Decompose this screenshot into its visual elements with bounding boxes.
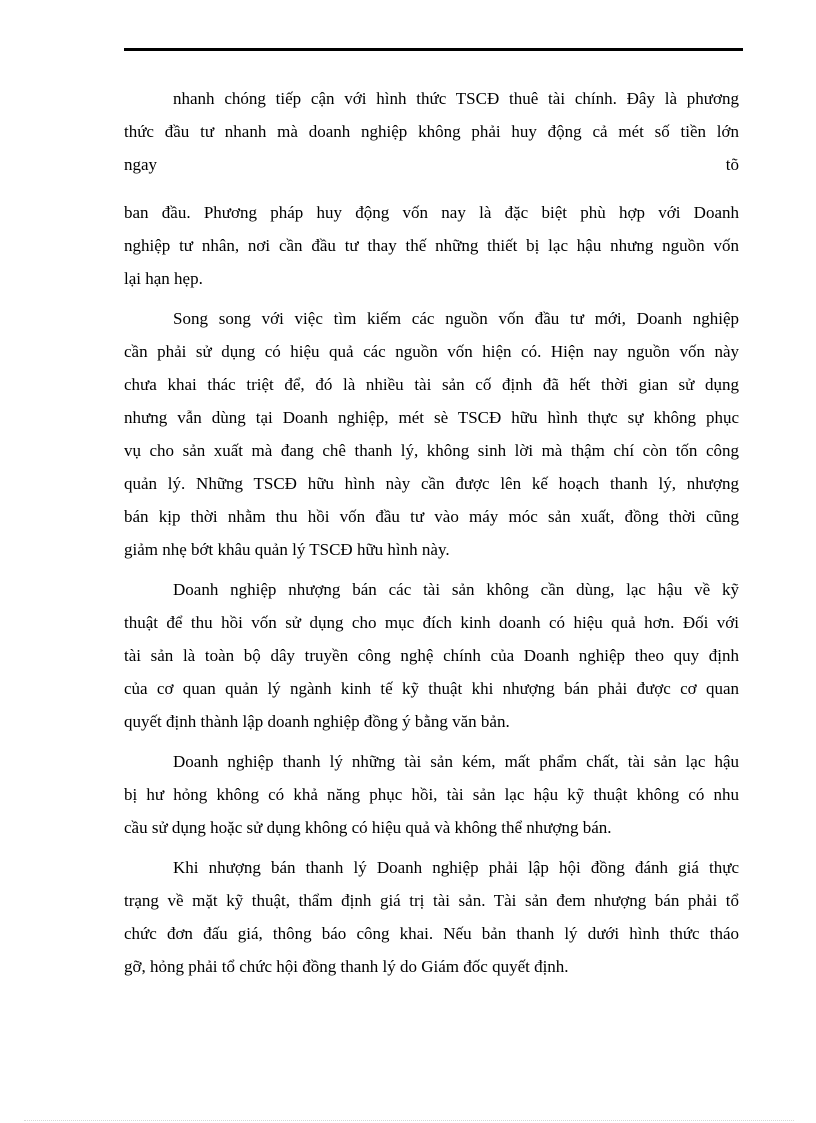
paragraph-line: nghiệp tư nhân, nơi cần đầu tư thay thế những thiết bị lạc hậu nhưng nguồn vốn — [124, 236, 739, 255]
paragraph-line: Song song với việc tìm kiếm các nguồn vốn đầu tư mới, Doanh nghiệp — [173, 309, 739, 328]
paragraph-gap — [124, 295, 739, 302]
paragraph-line: bán kịp thời nhằm thu hồi vốn đầu tư vào máy móc sản xuất, đồng thời cũng — [124, 507, 739, 526]
paragraph-line: cần phải sử dụng có hiệu quả các nguồn vốn hiện có. Hiện nay nguồn vốn này — [124, 342, 739, 361]
paragraph-line: chức đơn đấu giá, thông báo công khai. Nếu bản thanh lý dưới hình thức tháo — [124, 924, 739, 943]
split-line — [124, 148, 739, 181]
paragraph-line: gỡ, hỏng phải tổ chức hội đồng thanh lý do Giám đốc quyết định. — [124, 957, 569, 976]
paragraph-line: trạng về mặt kỹ thuật, thẩm định giá trị tài sản. Tài sản đem nhượng bán phải tổ — [124, 891, 739, 910]
document-body — [124, 82, 739, 983]
paragraph-line: lại hạn hẹp. — [124, 269, 203, 288]
paragraph-gap — [124, 566, 739, 573]
paragraph-line: quyết định thành lập doanh nghiệp đồng ý bằng văn bản. — [124, 712, 510, 731]
paragraph-line: giảm nhẹ bớt khâu quản lý TSCĐ hữu hình này. — [124, 540, 450, 559]
paragraph-gap — [124, 844, 739, 851]
paragraph-line: của cơ quan quản lý ngành kinh tế kỹ thuật khi nhượng bán phải được cơ quan — [124, 679, 739, 698]
paragraph-line: thuật để thu hồi vốn sử dụng cho mục đích kinh doanh có hiệu quả hơn. Đối với — [124, 613, 739, 632]
paragraph-line: vụ cho sản xuất mà đang chê thanh lý, không sinh lời mà thậm chí còn tốn công — [124, 441, 739, 460]
paragraph-2 — [124, 302, 739, 566]
paragraph-line: bị hư hỏng không có khả năng phục hồi, tài sản lạc hậu kỹ thuật không có nhu — [124, 785, 739, 804]
paragraph-line: cầu sử dụng hoặc sử dụng không có hiệu quả và không thể nhượng bán. — [124, 818, 612, 837]
paragraph-line: Khi nhượng bán thanh lý Doanh nghiệp phải lập hội đồng đánh giá thực — [173, 858, 739, 877]
paragraph-1 — [124, 82, 739, 295]
paragraph-3 — [124, 573, 739, 738]
footer-rule — [24, 1120, 794, 1121]
paragraph-line: quản lý. Những TSCĐ hữu hình này cần được lên kế hoạch thanh lý, nhượng — [124, 474, 739, 493]
paragraph-line: ban đầu. Phương pháp huy động vốn nay là đặc biệt phù hợp với Doanh — [124, 203, 739, 222]
paragraph-line: tài sản là toàn bộ dây truyền công nghệ chính của Doanh nghiệp theo quy định — [124, 646, 739, 665]
header-rule — [124, 48, 743, 51]
split-line-right: tõ — [725, 155, 739, 174]
paragraph-line: Doanh nghiệp thanh lý những tài sản kém, mất phẩm chất, tài sản lạc hậu — [173, 752, 739, 771]
paragraph-5 — [124, 851, 739, 983]
paragraph-line: Doanh nghiệp nhượng bán các tài sản không cần dùng, lạc hậu về kỹ — [173, 580, 739, 599]
paragraph-gap — [124, 738, 739, 745]
paragraph-line: chưa khai thác triệt để, đó là nhiều tài sản cố định đã hết thời gian sử dụng — [124, 375, 739, 394]
paragraph-line: thức đầu tư nhanh mà doanh nghiệp không phải huy động cả mét số tiền lớn — [124, 122, 739, 141]
paragraph-4 — [124, 745, 739, 844]
split-line-left: ngay — [124, 155, 158, 174]
paragraph-line: nhưng vẫn dùng tại Doanh nghiệp, mét sè TSCĐ hữu hình thực sự không phục — [124, 408, 739, 427]
paragraph-line: nhanh chóng tiếp cận với hình thức TSCĐ thuê tài chính. Đây là phương — [173, 89, 739, 108]
